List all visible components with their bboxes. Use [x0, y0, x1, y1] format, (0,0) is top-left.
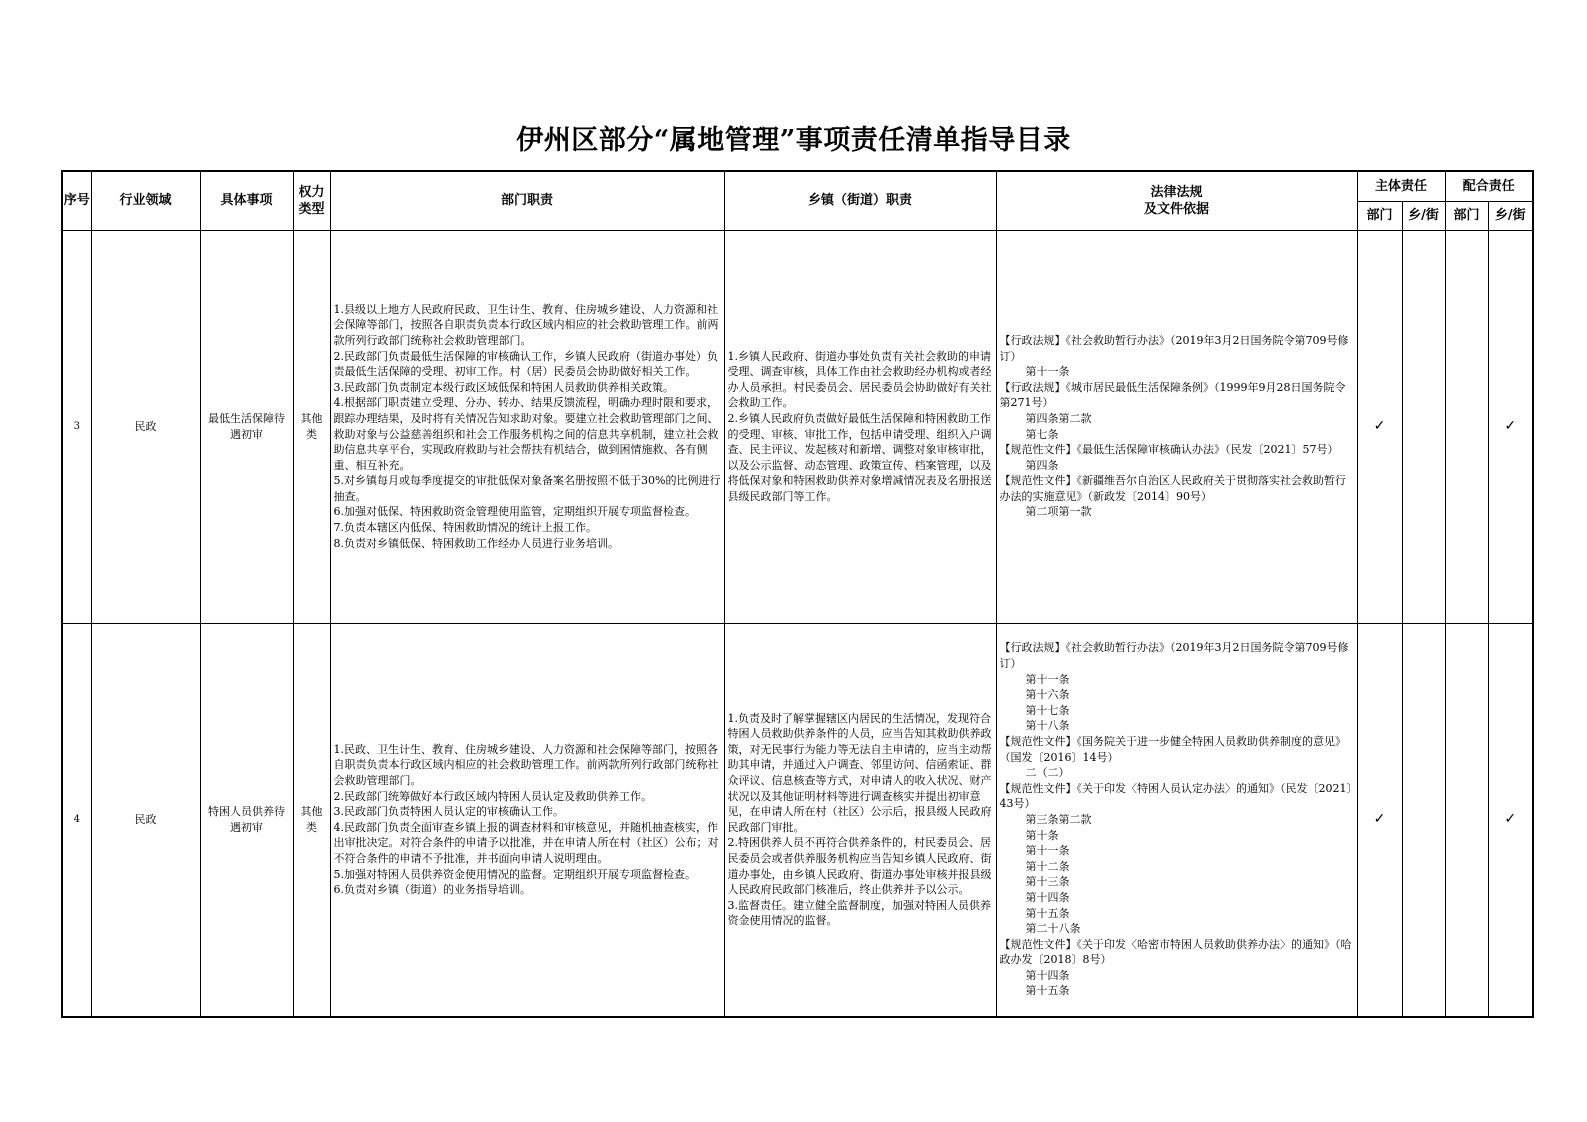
- header-main-town: 乡/街: [1402, 201, 1445, 230]
- cell-item: 最低生活保障待遇初审: [200, 230, 293, 623]
- header-field: 行业领域: [91, 171, 200, 230]
- check-main-town: [1402, 230, 1445, 623]
- cell-town-duty: 1.负责及时了解掌握辖区内居民的生活情况，发现符合特困人员救助供养条件的人员，应当告知其救助供养政策，对无民事行为能力等无法自主申请的，应当主动帮助其申请，并通过入户调查、邻里访问、信函索证、群众评议、信息核查等方式，对申请人的收入状况、财产状况以及其他证明材料等进行调查核实并提出初审意见，在申请人所在村（社区）公示后，报县级人民政府民政部门审批。 2.特困供养人员不再符合供养条件的，村民委员会、居民委员会或者供养服务机构应当告知乡镇人民政府、街道办事处，由乡镇人民政府、街道办事处审核并报县级人民政府民政部门核准后，终止供养并予以公示。 3.监督责任。建立健全监督制度，加强对特困人员供养资金使用情况的监督。: [724, 623, 996, 1017]
- responsibility-table: [61, 170, 1534, 1018]
- cell-seq: 3: [62, 230, 91, 623]
- cell-field: 民政: [91, 230, 200, 623]
- cell-power-type: 其他类: [293, 230, 330, 623]
- table-row: [62, 230, 1533, 623]
- cell-dept-duty: 1.民政、卫生计生、教育、住房城乡建设、人力资源和社会保障等部门，按照各自职责负责本行政区域内相应的社会救助管理工作。前两款所列行政部门统称社会救助管理部门。 2.民政部门统筹做好本行政区域内特困人员认定及救助供养工作。 3.民政部门负责特困人员认定的审核确认工作。 4.民政部门负责全面审查乡镇上报的调查材料和审核意见，并随机抽查核实，作出审批决定。对符合条件的申请予以批准，并在申请人所在村（社区）公布；对不符合条件的申请不予批准，并书面向申请人说明理由。 5.加强对特困人员供养资金使用情况的监督。定期组织开展专项监督检查。 6.负责对乡镇（街道）的业务指导培训。: [330, 623, 724, 1017]
- check-main-dept: ✓: [1357, 230, 1402, 623]
- cell-item: 特困人员供养待遇初审: [200, 623, 293, 1017]
- cell-power-type: 其他类: [293, 623, 330, 1017]
- header-main-dept: 部门: [1357, 201, 1402, 230]
- check-main-dept: ✓: [1357, 623, 1402, 1017]
- page-title: 伊州区部分“属地管理”事项责任清单指导目录: [516, 125, 1071, 156]
- check-coop-dept: [1445, 623, 1488, 1017]
- header-coop-town: 乡/街: [1488, 201, 1533, 230]
- header-coop-dept: 部门: [1445, 201, 1488, 230]
- check-coop-dept: [1445, 230, 1488, 623]
- header-seq: 序号: [62, 171, 91, 230]
- cell-field: 民政: [91, 623, 200, 1017]
- cell-town-duty: 1.乡镇人民政府、街道办事处负责有关社会救助的申请受理、调查审核，具体工作由社会救助经办机构或者经办人员承担。村民委员会、居民委员会协助做好有关社会救助工作。 2.乡镇人民政府负责做好最低生活保障和特困救助工作的受理、审核、审批工作，包括申请受理、组织入户调查、民主评议、发起核对和新增、调整对象审核审批，以及公示监督、动态管理、政策宣传、档案管理，以及将低保对象和特困救助供养对象增减情况表及名册报送县级民政部门等工作。: [724, 230, 996, 623]
- header-main-resp: 主体责任: [1357, 171, 1445, 201]
- header-coop-resp: 配合责任: [1445, 171, 1533, 201]
- header-item: 具体事项: [200, 171, 293, 230]
- header-town-duty: 乡镇（街道）职责: [724, 171, 996, 230]
- cell-dept-duty: 1.县级以上地方人民政府民政、卫生计生、教育、住房城乡建设、人力资源和社会保障等部门，按照各自职责负责本行政区域内相应的社会救助管理工作。前两款所列行政部门统称社会救助管理部门。 2.民政部门负责最低生活保障的审核确认工作，乡镇人民政府（街道办事处）负责最低生活保障的受理、初审工作。村（居）民委员会协助做好相关工作。 3.民政部门负责制定本级行政区域低保和特困人员救助供养相关政策。 4.根据部门职责建立受理、分办、转办、结果反馈流程，明确办理时限和要求，跟踪办理结果，及时将有关情况告知求助对象。要建立社会救助管理部门之间、救助对象与公益慈善组织和社会工作服务机构之间的信息共享机制，建立社会救助信息共享平台，实现政府救助与社会帮扶有机结合，做到困情施救、各有侧重、相互补充。 5.对乡镇每月或每季度提交的审批低保对象备案名册按照不低于30%的比例进行抽查。 6.加强对低保、特困救助资金管理使用监管，定期组织开展专项监督检查。 7.负责本辖区内低保、特困救助情况的统计上报工作。 8.负责对乡镇低保、特困救助工作经办人员进行业务培训。: [330, 230, 724, 623]
- check-coop-town: ✓: [1488, 623, 1533, 1017]
- cell-seq: 4: [62, 623, 91, 1017]
- table-row: [62, 623, 1533, 1017]
- check-main-town: [1402, 623, 1445, 1017]
- cell-basis: 【行政法规】《社会救助暂行办法》（2019年3月2日国务院令第709号修订） 第十一条 【行政法规】《城市居民最低生活保障条例》（1999年9月28日国务院令第271号） 第四条第二款 第七条 【规范性文件】《最低生活保障审核确认办法》（民发〔2021〕57号） 第四条 【规范性文件】《新疆维吾尔自治区人民政府关于贯彻落实社会救助暂行办法的实施意见》（新政发〔2014〕90号） 第二项第一款: [996, 230, 1357, 623]
- check-coop-town: ✓: [1488, 230, 1533, 623]
- header-dept-duty: 部门职责: [330, 171, 724, 230]
- header-power-type: 权力类型: [293, 171, 330, 230]
- header-basis: 法律法规 及文件依据: [996, 171, 1357, 230]
- cell-basis: 【行政法规】《社会救助暂行办法》（2019年3月2日国务院令第709号修订） 第十一条 第十六条 第十七条 第十八条 【规范性文件】《国务院关于进一步健全特困人员救助供养制度的意见》（国发〔2016〕14号） 二（二） 【规范性文件】《关于印发〈特困人员认定办法〉的通知》（民发〔2021〕43号） 第三条第二款 第十条 第十一条 第十二条 第十三条 第十四条 第十五条 第二十八条 【规范性文件】《关于印发〈哈密市特困人员救助供养办法〉的通知》（哈政办发〔2018〕8号） 第十四条 第十五条: [996, 623, 1357, 1017]
